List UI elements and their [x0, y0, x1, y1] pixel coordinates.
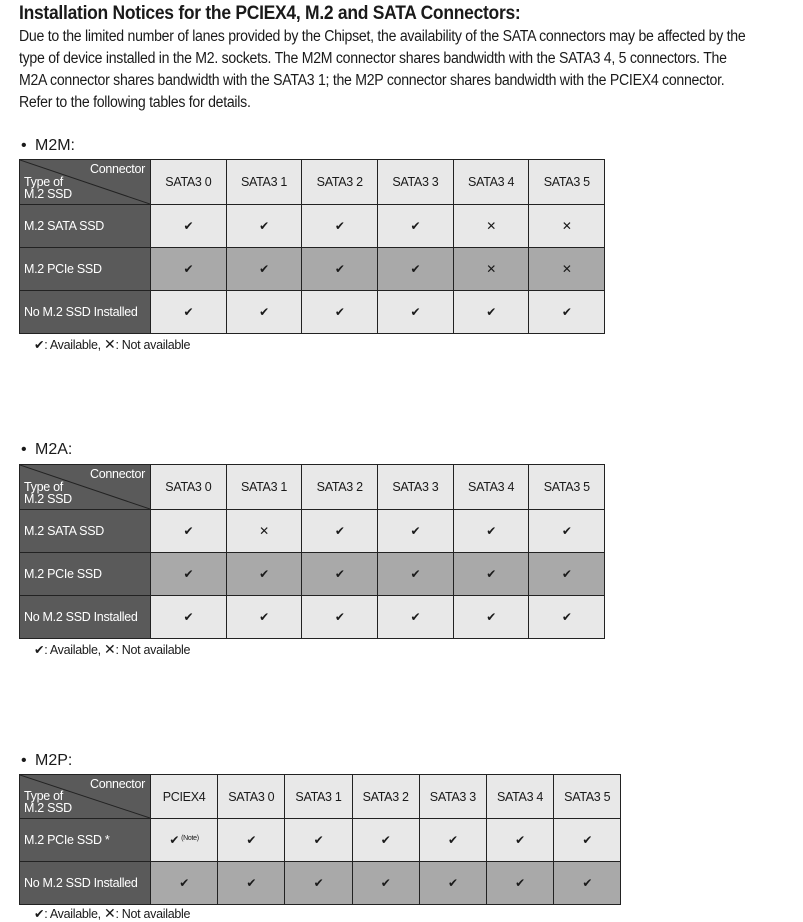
column-header: SATA3 4 — [486, 775, 553, 819]
available-cell — [453, 596, 529, 639]
available-cell — [352, 862, 419, 905]
available-cell — [529, 291, 605, 334]
column-header: SATA3 2 — [352, 775, 419, 819]
type-label — [24, 790, 72, 814]
section-heading-m2p — [21, 752, 72, 770]
legend-m2p — [34, 905, 190, 922]
check-icon: ✔ — [246, 833, 257, 847]
table-row — [20, 291, 605, 334]
available-cell — [285, 819, 352, 862]
check-icon: ✔ — [183, 305, 194, 319]
bullet: • — [21, 137, 27, 154]
table-row — [20, 553, 605, 596]
check-icon: ✔ — [34, 907, 45, 921]
header-row — [20, 775, 621, 819]
column-header: SATA3 5 — [529, 465, 605, 510]
check-icon: ✔ — [561, 567, 572, 581]
check-icon: ✔ — [410, 567, 421, 581]
available-cell — [218, 819, 285, 862]
available-cell — [302, 248, 378, 291]
check-icon: ✔ — [334, 219, 345, 233]
available-cell — [419, 862, 486, 905]
check-icon: ✔ — [515, 876, 525, 890]
cross-icon: ✕ — [486, 262, 496, 276]
table-m2a — [19, 464, 605, 639]
available-text: : Available, — [44, 907, 104, 921]
row-label: M.2 PCIe SSD — [20, 248, 151, 291]
not-available-text: : Not available — [115, 338, 191, 352]
check-icon: ✔ — [334, 262, 345, 276]
available-cell — [226, 248, 302, 291]
section-name: M2P: — [35, 752, 73, 769]
available-cell — [226, 553, 302, 596]
not-available-cell — [453, 205, 529, 248]
cross-icon: ✕ — [104, 905, 116, 921]
column-header: SATA3 4 — [453, 160, 529, 205]
cross-icon: ✕ — [486, 219, 496, 233]
column-header: SATA3 5 — [554, 775, 621, 819]
available-text: : Available, — [44, 643, 104, 657]
available-cell — [151, 553, 227, 596]
available-cell — [529, 553, 605, 596]
check-icon: ✔ — [334, 524, 345, 538]
check-icon: ✔ — [486, 610, 496, 624]
check-icon: ✔ — [582, 876, 593, 890]
available-cell — [453, 291, 529, 334]
table-row — [20, 596, 605, 639]
table-m2p — [19, 774, 621, 905]
table-row — [20, 510, 605, 553]
check-icon: ✔ — [183, 524, 194, 538]
not-available-text: : Not available — [115, 643, 191, 657]
check-icon: ✔ — [183, 219, 194, 233]
check-icon: ✔ — [313, 833, 324, 847]
available-cell — [486, 819, 553, 862]
column-header: SATA3 2 — [302, 160, 378, 205]
column-header: SATA3 1 — [226, 160, 302, 205]
header-row — [20, 160, 605, 205]
table-row — [20, 862, 621, 905]
type-line-2: M.2 SSD — [24, 801, 72, 815]
row-label: M.2 SATA SSD — [20, 205, 151, 248]
cross-icon: ✕ — [104, 336, 116, 352]
column-header: SATA3 5 — [529, 160, 605, 205]
note-superscript: (Note) — [181, 835, 199, 842]
available-cell — [226, 596, 302, 639]
corner-header — [20, 465, 151, 510]
page-title: Installation Notices for the PCIEX4, M.2 and SATA Connectors: — [19, 3, 521, 24]
table-row — [20, 819, 621, 862]
check-icon: ✔ — [410, 610, 421, 624]
type-line-2: M.2 SSD — [24, 492, 72, 506]
row-label: M.2 SATA SSD — [20, 510, 151, 553]
type-label — [24, 176, 72, 200]
available-text: : Available, — [44, 338, 104, 352]
connector-label: Connector — [90, 162, 145, 176]
column-header: SATA3 3 — [378, 160, 454, 205]
check-icon: ✔ — [34, 643, 45, 657]
column-header: SATA3 1 — [226, 465, 302, 510]
available-cell — [378, 553, 454, 596]
bullet: • — [21, 441, 27, 458]
section-name: M2M: — [35, 137, 75, 154]
section-heading-m2m — [21, 137, 75, 155]
legend-m2m — [34, 336, 190, 353]
row-label: No M.2 SSD Installed — [20, 862, 151, 905]
available-cell — [378, 510, 454, 553]
not-available-cell — [453, 248, 529, 291]
row-label: No M.2 SSD Installed — [20, 596, 151, 639]
column-header: SATA3 1 — [285, 775, 352, 819]
available-cell — [226, 291, 302, 334]
cross-icon: ✕ — [561, 219, 572, 233]
check-icon: ✔ — [380, 833, 391, 847]
column-header: SATA3 0 — [151, 465, 227, 510]
column-header: PCIEX4 — [151, 775, 218, 819]
intro-paragraph: Due to the limited number of lanes provided by the Chipset, the availability of the SATA connectors may be affected by the type of device installed in the M2. sockets. The M2M connector shares bandwidth with the SATA3 4, 5 connectors. The M2A connector shares bandwidth with the SATA3 1; the M2P connector shares bandwidth with the PCIEX4 connector. Refer to the following tables for details. — [19, 28, 746, 111]
check-icon: ✔ — [410, 219, 421, 233]
available-cell — [352, 819, 419, 862]
available-cell — [419, 819, 486, 862]
not-available-cell — [529, 248, 605, 291]
check-icon: ✔ — [183, 567, 194, 581]
check-icon: ✔ — [486, 524, 496, 538]
type-line-1: Type of — [24, 789, 63, 803]
row-label: M.2 PCIe SSD — [20, 553, 151, 596]
section-heading-m2a — [21, 441, 72, 459]
check-icon: ✔ — [447, 833, 458, 847]
available-cell — [151, 596, 227, 639]
available-cell — [151, 205, 227, 248]
corner-header — [20, 775, 151, 819]
column-header: SATA3 2 — [302, 465, 378, 510]
available-cell — [302, 510, 378, 553]
column-header: SATA3 3 — [378, 465, 454, 510]
available-cell — [151, 248, 227, 291]
check-icon: ✔ — [380, 876, 391, 890]
available-cell — [378, 205, 454, 248]
check-icon: ✔ — [259, 219, 269, 233]
check-icon: ✔ — [447, 876, 458, 890]
check-icon: ✔ — [246, 876, 257, 890]
available-cell — [554, 862, 621, 905]
check-icon: ✔ — [259, 262, 269, 276]
check-icon: ✔ — [410, 524, 421, 538]
check-icon: ✔ — [259, 567, 269, 581]
column-header: SATA3 0 — [218, 775, 285, 819]
table-row — [20, 248, 605, 291]
not-available-cell — [529, 205, 605, 248]
type-line-2: M.2 SSD — [24, 187, 72, 201]
column-header: SATA3 4 — [453, 465, 529, 510]
type-line-1: Type of — [24, 480, 63, 494]
section-name: M2A: — [35, 441, 73, 458]
check-icon: ✔ — [561, 610, 572, 624]
available-cell — [378, 291, 454, 334]
available-cell — [285, 862, 352, 905]
check-icon: ✔ — [259, 610, 269, 624]
column-header: SATA3 0 — [151, 160, 227, 205]
cross-icon: ✕ — [561, 262, 572, 276]
available-cell — [378, 596, 454, 639]
available-cell — [378, 248, 454, 291]
available-cell — [302, 205, 378, 248]
check-icon: ✔ — [561, 305, 572, 319]
not-available-cell — [226, 510, 302, 553]
row-label: M.2 PCIe SSD * — [20, 819, 151, 862]
check-icon: ✔ — [582, 833, 593, 847]
available-cell — [302, 596, 378, 639]
not-available-text: : Not available — [115, 907, 191, 921]
bullet: • — [21, 752, 27, 769]
available-cell — [151, 510, 227, 553]
cross-icon: ✕ — [259, 524, 269, 538]
connector-label: Connector — [90, 467, 145, 481]
available-cell — [302, 291, 378, 334]
check-icon: ✔ — [334, 305, 345, 319]
available-cell — [554, 819, 621, 862]
row-label: No M.2 SSD Installed — [20, 291, 151, 334]
available-cell — [529, 596, 605, 639]
type-line-1: Type of — [24, 175, 63, 189]
column-header: SATA3 3 — [419, 775, 486, 819]
header-row — [20, 465, 605, 510]
table-row — [20, 205, 605, 248]
check-icon: ✔ — [334, 610, 345, 624]
check-icon: ✔ — [561, 524, 572, 538]
type-label — [24, 481, 72, 505]
corner-header — [20, 160, 151, 205]
check-icon: ✔ — [313, 876, 324, 890]
available-cell — [151, 862, 218, 905]
check-icon: ✔ — [410, 262, 421, 276]
check-icon: ✔ — [486, 305, 496, 319]
available-cell — [453, 553, 529, 596]
connector-label: Connector — [90, 777, 145, 791]
available-cell — [218, 862, 285, 905]
check-icon: ✔ — [183, 262, 194, 276]
check-icon: ✔ — [259, 305, 269, 319]
available-cell — [529, 510, 605, 553]
check-icon: ✔ — [515, 833, 525, 847]
check-icon: ✔ — [410, 305, 421, 319]
available-cell — [151, 819, 218, 862]
available-cell — [453, 510, 529, 553]
table-m2m — [19, 159, 605, 334]
cross-icon: ✕ — [104, 641, 116, 657]
check-icon: ✔ — [183, 610, 194, 624]
available-cell — [151, 291, 227, 334]
check-icon: ✔ — [334, 567, 345, 581]
check-icon: ✔ — [486, 567, 496, 581]
available-cell — [302, 553, 378, 596]
legend-m2a — [34, 641, 190, 658]
available-cell — [486, 862, 553, 905]
check-icon: ✔ — [169, 833, 180, 847]
available-cell — [226, 205, 302, 248]
check-icon: ✔ — [179, 876, 189, 890]
check-icon: ✔ — [34, 338, 45, 352]
